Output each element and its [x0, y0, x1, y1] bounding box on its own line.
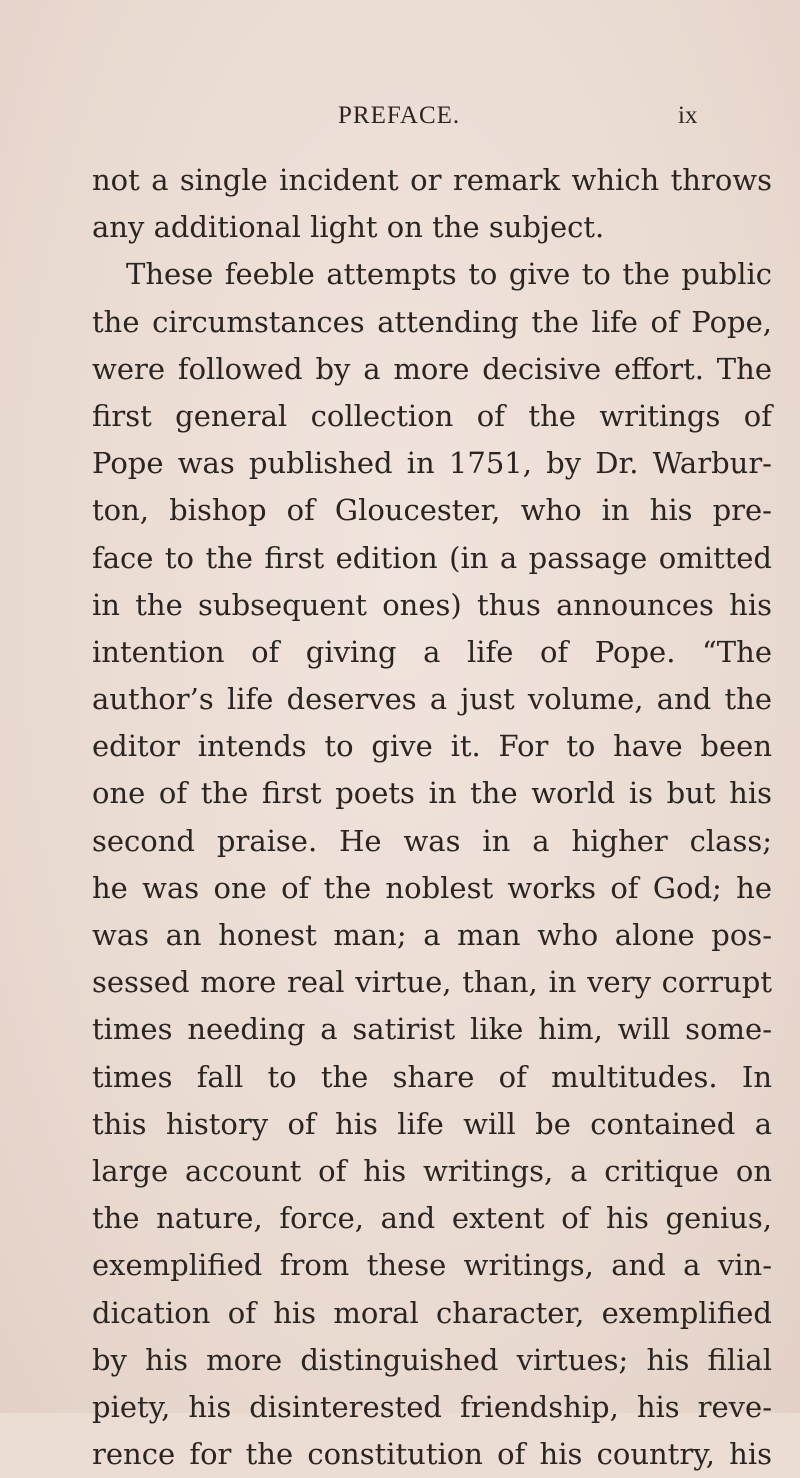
running-head	[0, 102, 800, 142]
text-line: second praise. He was in a higher class;	[92, 823, 772, 858]
text-line: this history of his life will be contained a	[92, 1106, 772, 1141]
text-line: any additional light on the subject.	[92, 210, 605, 245]
text-line: dication of his moral character, exemplified	[92, 1295, 772, 1330]
text-line: in the subsequent ones) thus announces his	[92, 587, 772, 622]
page-number: ix	[678, 102, 698, 129]
text-line: he was one of the noblest works of God; he	[92, 870, 772, 905]
text-line: piety, his disinterested friendship, his reve-	[92, 1389, 772, 1424]
text-line: large account of his writings, a critique on	[92, 1153, 772, 1188]
body-text	[92, 157, 772, 1478]
text-line: ton, bishop of Gloucester, who in his pre-	[92, 493, 772, 528]
text-line: one of the first poets in the world is but his	[92, 776, 772, 811]
text-line: Pope was published in 1751, by Dr. Warbur-	[92, 446, 772, 481]
text-line: first general collection of the writings of	[92, 398, 772, 433]
text-line: not a single incident or remark which throws	[92, 163, 772, 197]
running-title: PREFACE.	[338, 102, 461, 129]
text-line: exemplified from these writings, and a vin-	[92, 1248, 772, 1283]
text-line: the nature, force, and extent of his genius,	[92, 1201, 772, 1236]
text-line: sessed more real virtue, than, in very corrupt	[92, 965, 772, 1000]
text-line: rence for the constitution of his country, his	[92, 1437, 772, 1472]
text-line: the circumstances attending the life of Pope,	[92, 304, 772, 339]
text-line: face to the first edition (in a passage omitted	[92, 540, 772, 575]
text-line: editor intends to give it. For to have been	[92, 729, 772, 764]
text-line: intention of giving a life of Pope. “The	[92, 634, 772, 669]
text-line: author’s life deserves a just volume, and the	[92, 682, 772, 717]
text-line: times fall to the share of multitudes. In	[92, 1059, 772, 1094]
text-line: times needing a satirist like him, will some-	[92, 1012, 772, 1047]
text-line: was an honest man; a man who alone pos-	[92, 918, 772, 952]
text-line: were followed by a more decisive effort. The	[92, 351, 772, 386]
text-line: These feeble attempts to give to the public	[126, 257, 772, 292]
text-line: by his more distinguished virtues; his filial	[92, 1342, 772, 1377]
